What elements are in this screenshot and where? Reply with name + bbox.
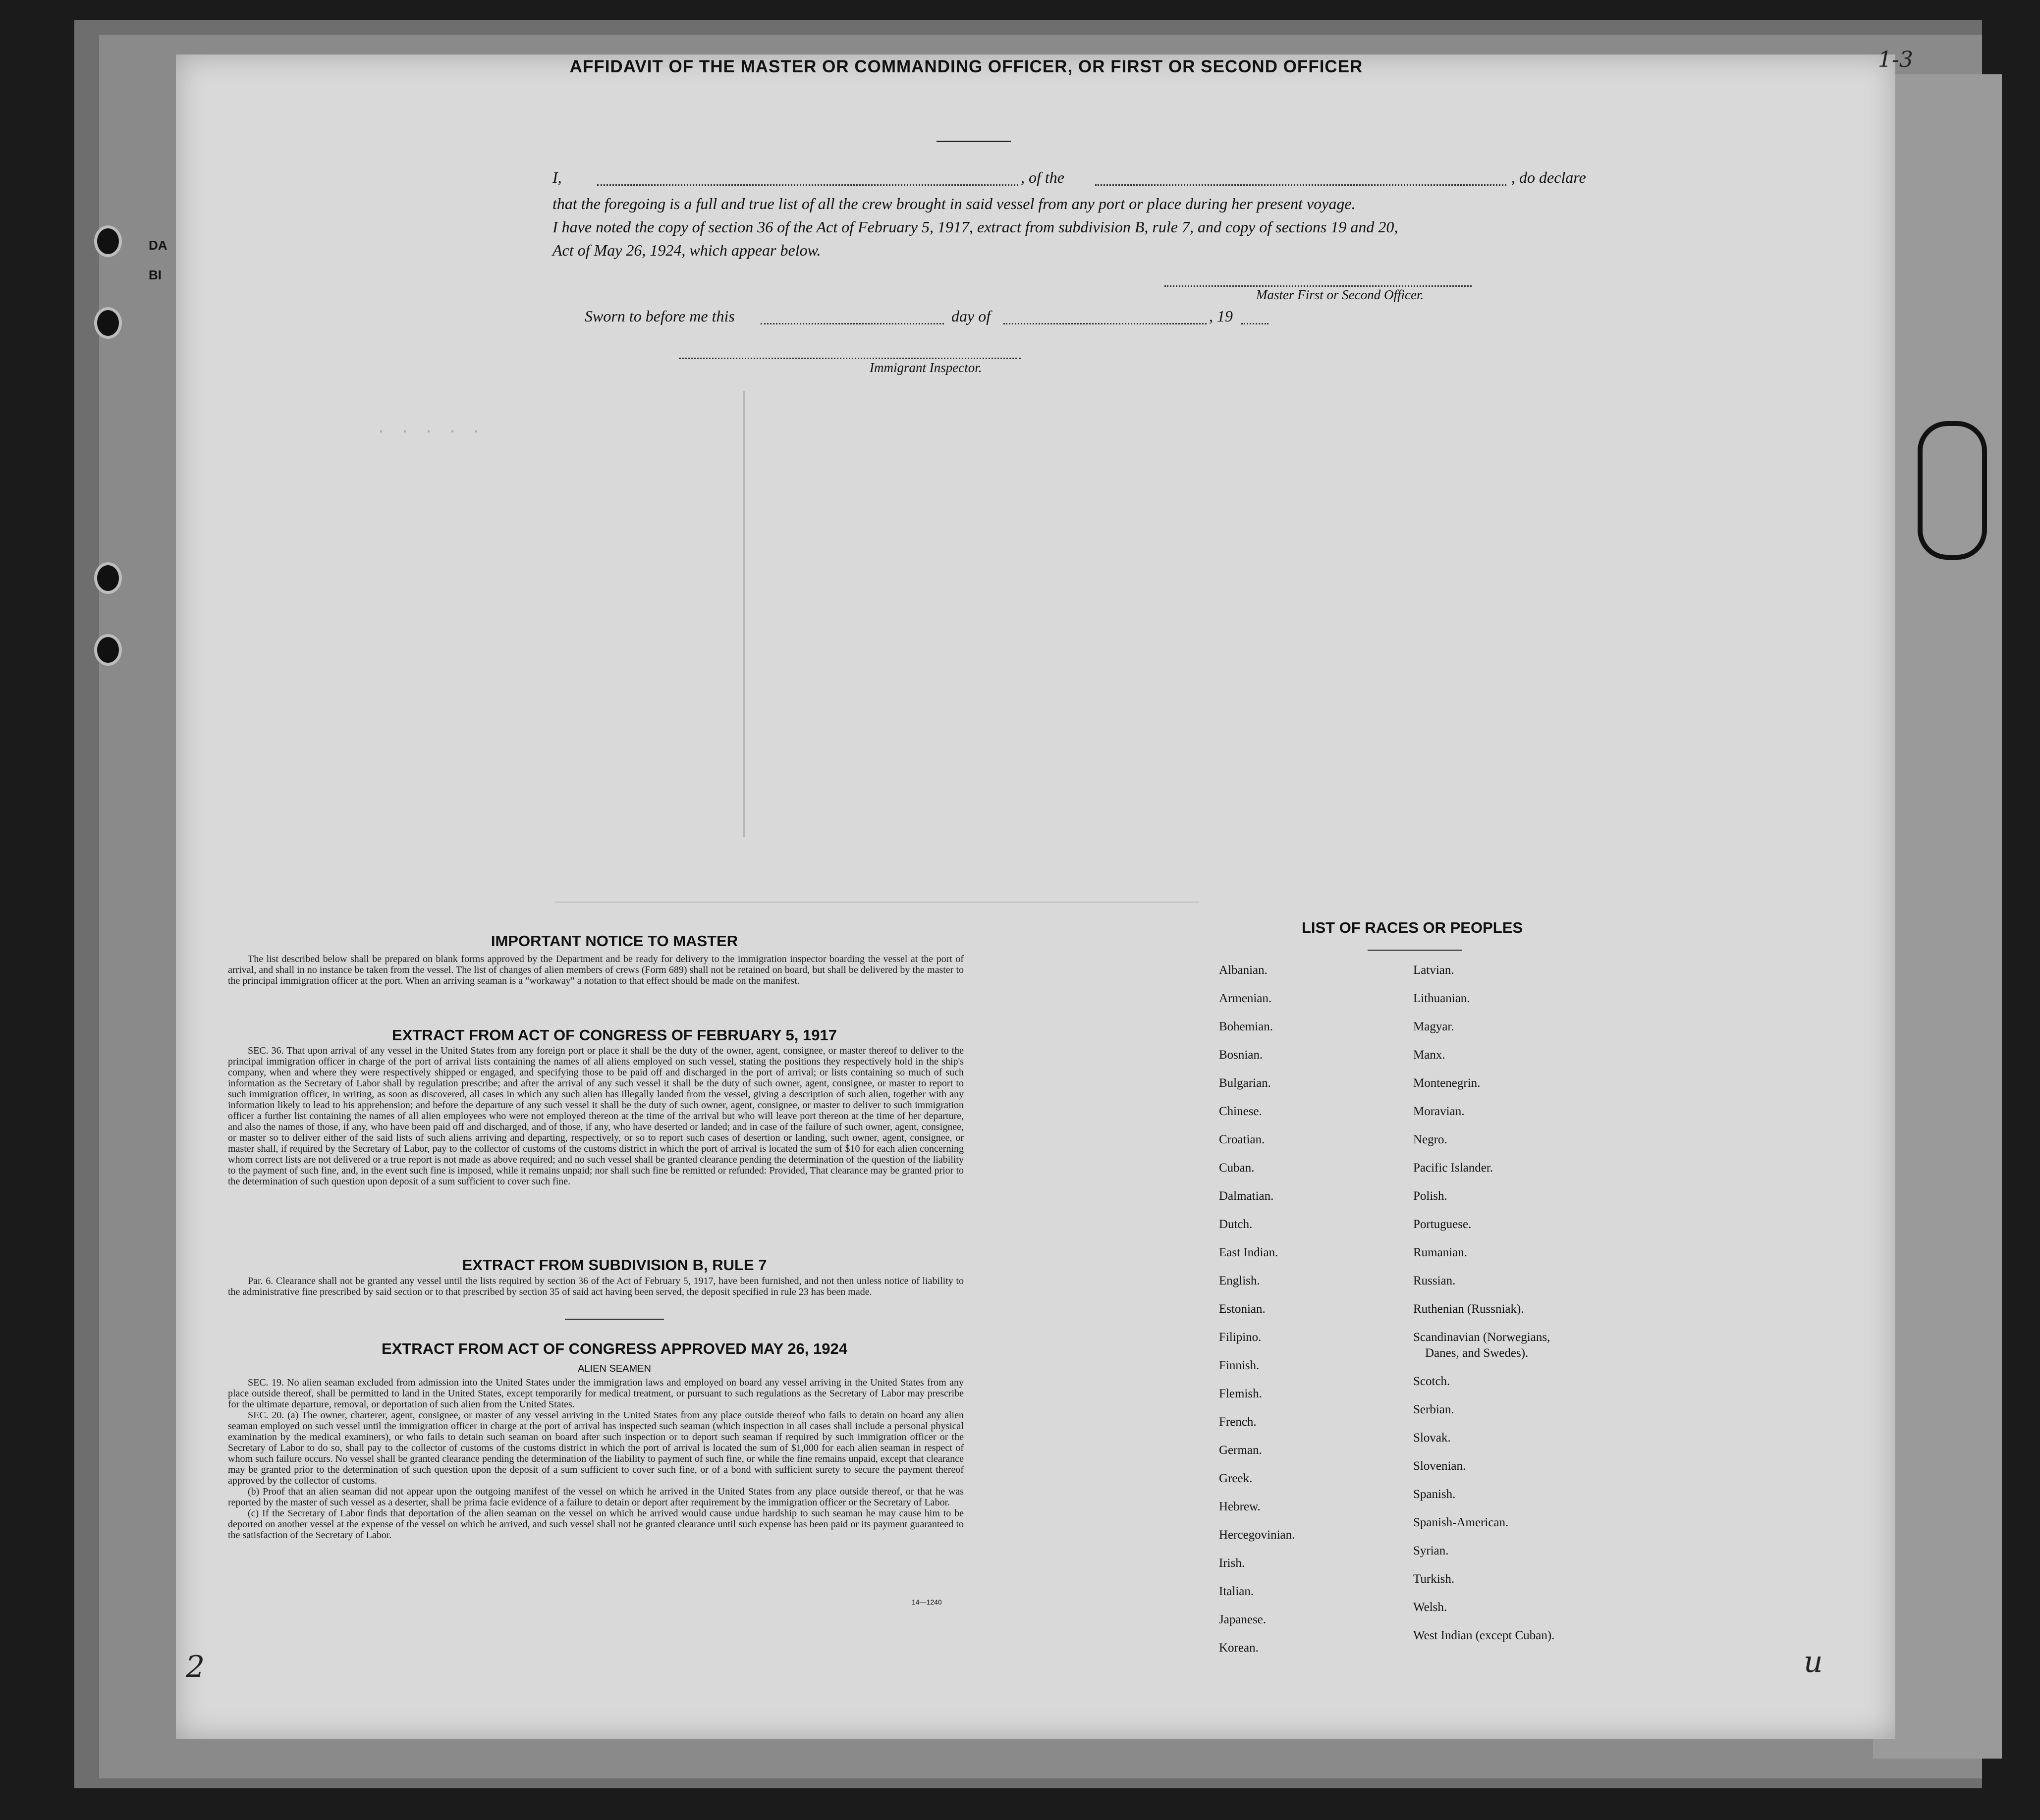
race-item: Finnish. <box>1219 1359 1260 1372</box>
section-19-paragraph: SEC. 19. No alien seaman excluded from admission into the United States under the immigration laws and employed on board any vessel arriving in the United States from any place outside thereof, shall be permitted to land in the United States, except temporarily for medical treatment, or pursuant to such regulations as the Secretary of Labor may prescribe for the ultimate departure, removal, or deportation of such alien from the United States. <box>228 1377 964 1410</box>
race-item: Korean. <box>1219 1641 1259 1655</box>
sworn-month-blank[interactable] <box>1003 323 1207 324</box>
race-item: Cuban. <box>1219 1161 1255 1175</box>
binder-hole-icon <box>94 307 122 339</box>
race-item: Bulgarian. <box>1219 1076 1271 1090</box>
handwritten-mark-left: 2 <box>186 1650 205 1684</box>
race-item: Filipino. <box>1219 1331 1262 1344</box>
binder-hole-icon <box>94 225 122 257</box>
section-20c-paragraph: (c) If the Secretary of Labor finds that deportation of the alien seaman on the vessel on which he arrived would cause undue hardship to such seaman he may cause him to be deported on another vessel at the expense of the vessel on which he arrived, and such vessel shall not be granted clearance until such expense has been paid or its payment guaranteed to the satisfaction of the Secretary of Labor. <box>228 1508 964 1541</box>
race-item: Serbian. <box>1413 1403 1454 1416</box>
race-item: Scotch. <box>1413 1375 1450 1388</box>
extract-1924-title: EXTRACT FROM ACT OF CONGRESS APPROVED MAY 26, 1924 <box>382 1340 847 1357</box>
affidavit-line-2: that the foregoing is a full and true list of all the crew brought in said vessel from any port or place during her present voyage. <box>552 195 1356 213</box>
affidavit-declare: , do declare <box>1511 168 1586 186</box>
race-item: Spanish-American. <box>1413 1516 1509 1529</box>
under-sheet-tab-label-1: DA <box>149 238 167 253</box>
under-sheet-tab-label-2: BI <box>149 268 162 282</box>
section-20a-paragraph: SEC. 20. (a) The owner, charterer, agent, consignee, or master of any vessel arriving in the United States from any place outside thereof who fails to detain on board any alien seaman employed on such vessel until the immigration officer in charge at the port of arrival has inspected such seaman (which inspection in all cases shall include a personal physical examination by the medical examiners), or who fails to detain such seaman on board after such inspection or to deport such seaman if required by such immigration officer or the Secretary of Labor to do so, shall pay to the collector of customs of the customs district in which the port of arrival is located the sum of $1,000 for each alien seaman in respect of whom such failure occurs. No vessel shall be granted clearance pending the determination of the liability to payment of such fine, or while the fine remains unpaid, except that clearance may be granted prior to the determination of such question upon the deposit of a sum sufficient to cover such fine, or of a bond with sufficient surety to secure the payment thereof approved by the collector of customs. <box>228 1410 964 1486</box>
race-item: Italian. <box>1219 1585 1254 1598</box>
race-item: Rumanian. <box>1413 1246 1468 1259</box>
notice-body <box>228 954 964 986</box>
race-item: Latvian. <box>1413 964 1454 977</box>
rule-7-body <box>228 1276 964 1297</box>
bleed-through-rule <box>555 902 1199 903</box>
section-divider <box>565 1319 664 1320</box>
notice-title: IMPORTANT NOTICE TO MASTER <box>491 932 738 950</box>
race-item: Bosnian. <box>1219 1048 1263 1062</box>
race-item: Croatian. <box>1219 1133 1265 1146</box>
race-item: Dutch. <box>1219 1218 1253 1231</box>
race-item: West Indian (except Cuban). <box>1413 1629 1555 1642</box>
day-of-text: day of <box>951 307 991 325</box>
affidavit-of-the: , of the <box>1021 168 1064 186</box>
race-item: Bohemian. <box>1219 1020 1273 1033</box>
alien-seamen-subtitle: ALIEN SEAMEN <box>578 1363 651 1374</box>
race-item: Japanese. <box>1219 1613 1267 1626</box>
races-title-underline <box>1368 950 1462 951</box>
race-item: Magyar. <box>1413 1020 1454 1033</box>
race-item: Polish. <box>1413 1189 1447 1203</box>
affidavit-line-3: I have noted the copy of section 36 of the Act of February 5, 1917, extract from subdivision B, rule 7, and copy of sections 19 and 20, <box>552 218 1398 236</box>
binder-loop-icon <box>1918 421 1987 560</box>
race-item: Estonian. <box>1219 1302 1266 1316</box>
rule-7-title: EXTRACT FROM SUBDIVISION B, RULE 7 <box>462 1256 767 1274</box>
race-item: Russian. <box>1413 1274 1456 1287</box>
race-item: Ruthenian (Russniak). <box>1413 1302 1524 1316</box>
inspector-signature-blank[interactable] <box>679 358 1021 359</box>
race-item: Armenian. <box>1219 992 1272 1005</box>
vessel-blank[interactable] <box>1095 184 1506 186</box>
signature-caption: Master First or Second Officer. <box>1256 287 1424 302</box>
race-item: Lithuanian. <box>1413 992 1470 1005</box>
handwritten-page-number: 1-3 <box>1878 47 1913 72</box>
race-item: Dalmatian. <box>1219 1189 1274 1203</box>
race-item: French. <box>1219 1415 1257 1429</box>
race-item: Albanian. <box>1219 964 1268 977</box>
bleed-through-text: · · · · · <box>377 424 484 440</box>
race-item: Hercegovinian. <box>1219 1528 1295 1542</box>
race-item: Moravian. <box>1413 1105 1465 1118</box>
section-36-paragraph: SEC. 36. That upon arrival of any vessel in the United States from any foreign port or place it shall be the duty of the owner, agent, consignee, or master thereof to deliver to the principal immigration officer in charge of the port of arrival lists containing the names of all aliens employed on such vessel, stating the positions they respectively hold in the ship's company, when and where they were respectively shipped or engaged, and specifying those to be paid off and discharged in the port of arrival; or lists containing so much of such information as the Secretary of Labor shall by regulation prescribe; and after the arrival of any such vessel it shall be the duty of such owner, agent, consignee, or master to report to such immigration officer, in writing, as soon as discovered, all cases in which any such alien has illegally landed from the vessel, giving a description of such alien, together with any information likely to lead to his apprehension; and before the departure of any such vessel it shall be the duty of such owner, agent, consignee, or master to deliver to such immigration officer a further list containing the names of all alien employees who were not employed thereon at the time of the arrival but who will leave port thereon at the time of her departure, and also the names of those, if any, who have been paid off and discharged, and of those, if any, who have deserted or landed; and in case of the failure of such owner, agent, consignee, or master so to deliver either of the said lists of such aliens arriving and departing, respectively, or so to report such cases of desertion or landing, such owner, agent, consignee, or master shall, if required by the Secretary of Labor, pay to the collector of customs of the customs district in which the port of arrival is located the sum of $10 for each alien concerning whom correct lists are not delivered or a true report is not made as above required; and no such vessel shall be granted clearance pending the determination of the question of the liability to the payment of such fine, and, in the event such fine is imposed, while it remains unpaid; nor shall such fine be remitted or refunded: Provided, That clearance may be granted prior to the determination of such question upon deposit of a sum sufficient to cover such fine. <box>228 1045 964 1187</box>
signature-blank[interactable] <box>1164 285 1472 287</box>
section-20b-paragraph: (b) Proof that an alien seaman did not appear upon the outgoing manifest of the vessel on which he arrived in the United States from any place outside thereof, or that he was reported by the master of such vessel as a deserter, shall be prima facie evidence of a failure to detain or deport after requirement by the immigration officer or the Secretary of Labor. <box>228 1486 964 1508</box>
races-title: LIST OF RACES OR PEOPLES <box>1301 919 1523 936</box>
race-item: Slovenian. <box>1413 1459 1466 1473</box>
race-item: Montenegrin. <box>1413 1076 1481 1090</box>
race-item: Turkish. <box>1413 1572 1455 1586</box>
extract-1917-title: EXTRACT FROM ACT OF CONGRESS OF FEBRUARY 5, 1917 <box>392 1026 837 1044</box>
year-prefix: , 19 <box>1209 307 1233 325</box>
race-item: German. <box>1219 1444 1262 1457</box>
race-item: Flemish. <box>1219 1387 1262 1400</box>
race-item: Pacific Islander. <box>1413 1161 1493 1175</box>
race-item: East Indian. <box>1219 1246 1278 1259</box>
name-blank[interactable] <box>597 184 1018 186</box>
race-item: Portuguese. <box>1413 1218 1472 1231</box>
race-item: English. <box>1219 1274 1260 1287</box>
binder-hole-icon <box>94 562 122 594</box>
affidavit-title: AFFIDAVIT OF THE MASTER OR COMMANDING OFFICER, OR FIRST OR SECOND OFFICER <box>569 57 1363 76</box>
extract-1924-body <box>228 1377 964 1541</box>
bleed-through-column-rule <box>743 391 1240 837</box>
race-item: Manx. <box>1413 1048 1445 1062</box>
race-item: Hebrew. <box>1219 1500 1261 1513</box>
inspector-caption: Immigrant Inspector. <box>870 360 982 375</box>
race-item: Scandinavian (Norwegians, <box>1413 1331 1550 1344</box>
race-item: Irish. <box>1219 1556 1245 1570</box>
handwritten-mark-right: u <box>1804 1645 1823 1679</box>
extract-1917-body <box>228 1045 964 1187</box>
title-underline <box>937 141 1011 142</box>
race-item: Welsh. <box>1413 1601 1447 1614</box>
affidavit-i: I, <box>552 168 562 186</box>
race-item: Spanish. <box>1413 1488 1456 1501</box>
race-item: Negro. <box>1413 1133 1447 1146</box>
binder-hole-icon <box>94 634 122 666</box>
sworn-day-blank[interactable] <box>761 323 944 324</box>
sworn-year-blank[interactable] <box>1241 323 1268 324</box>
affidavit-line-4: Act of May 26, 1924, which appear below. <box>552 241 821 259</box>
rule-7-paragraph: Par. 6. Clearance shall not be granted any vessel until the lists required by section 36 of the Act of February 5, 1917, have been furnished, and not then unless notice of liability to the administrative fine prescribed by said section or to that prescribed by section 35 of said act having been served, the deposit specified in rule 23 has been made. <box>228 1276 964 1297</box>
sworn-text: Sworn to before me this <box>585 307 735 325</box>
race-item: Chinese. <box>1219 1105 1262 1118</box>
race-item: Syrian. <box>1413 1544 1449 1557</box>
race-item: Danes, and Swedes). <box>1425 1346 1529 1360</box>
race-item: Slovak. <box>1413 1431 1451 1445</box>
race-item: Greek. <box>1219 1472 1253 1485</box>
form-number: 14—1240 <box>912 1598 942 1606</box>
notice-paragraph: The list described below shall be prepared on blank forms approved by the Department and be ready for delivery to the immigration inspector boarding the vessel at the port of arrival, and shall in no instance be taken from the vessel. The list of changes of alien members of crews (Form 689) shall not be retained on board, but shall be delivered by the master to the principal immigration officer at the port. When an arriving seaman is a "workaway" a notation to that effect should be made on the manifest. <box>228 954 964 986</box>
